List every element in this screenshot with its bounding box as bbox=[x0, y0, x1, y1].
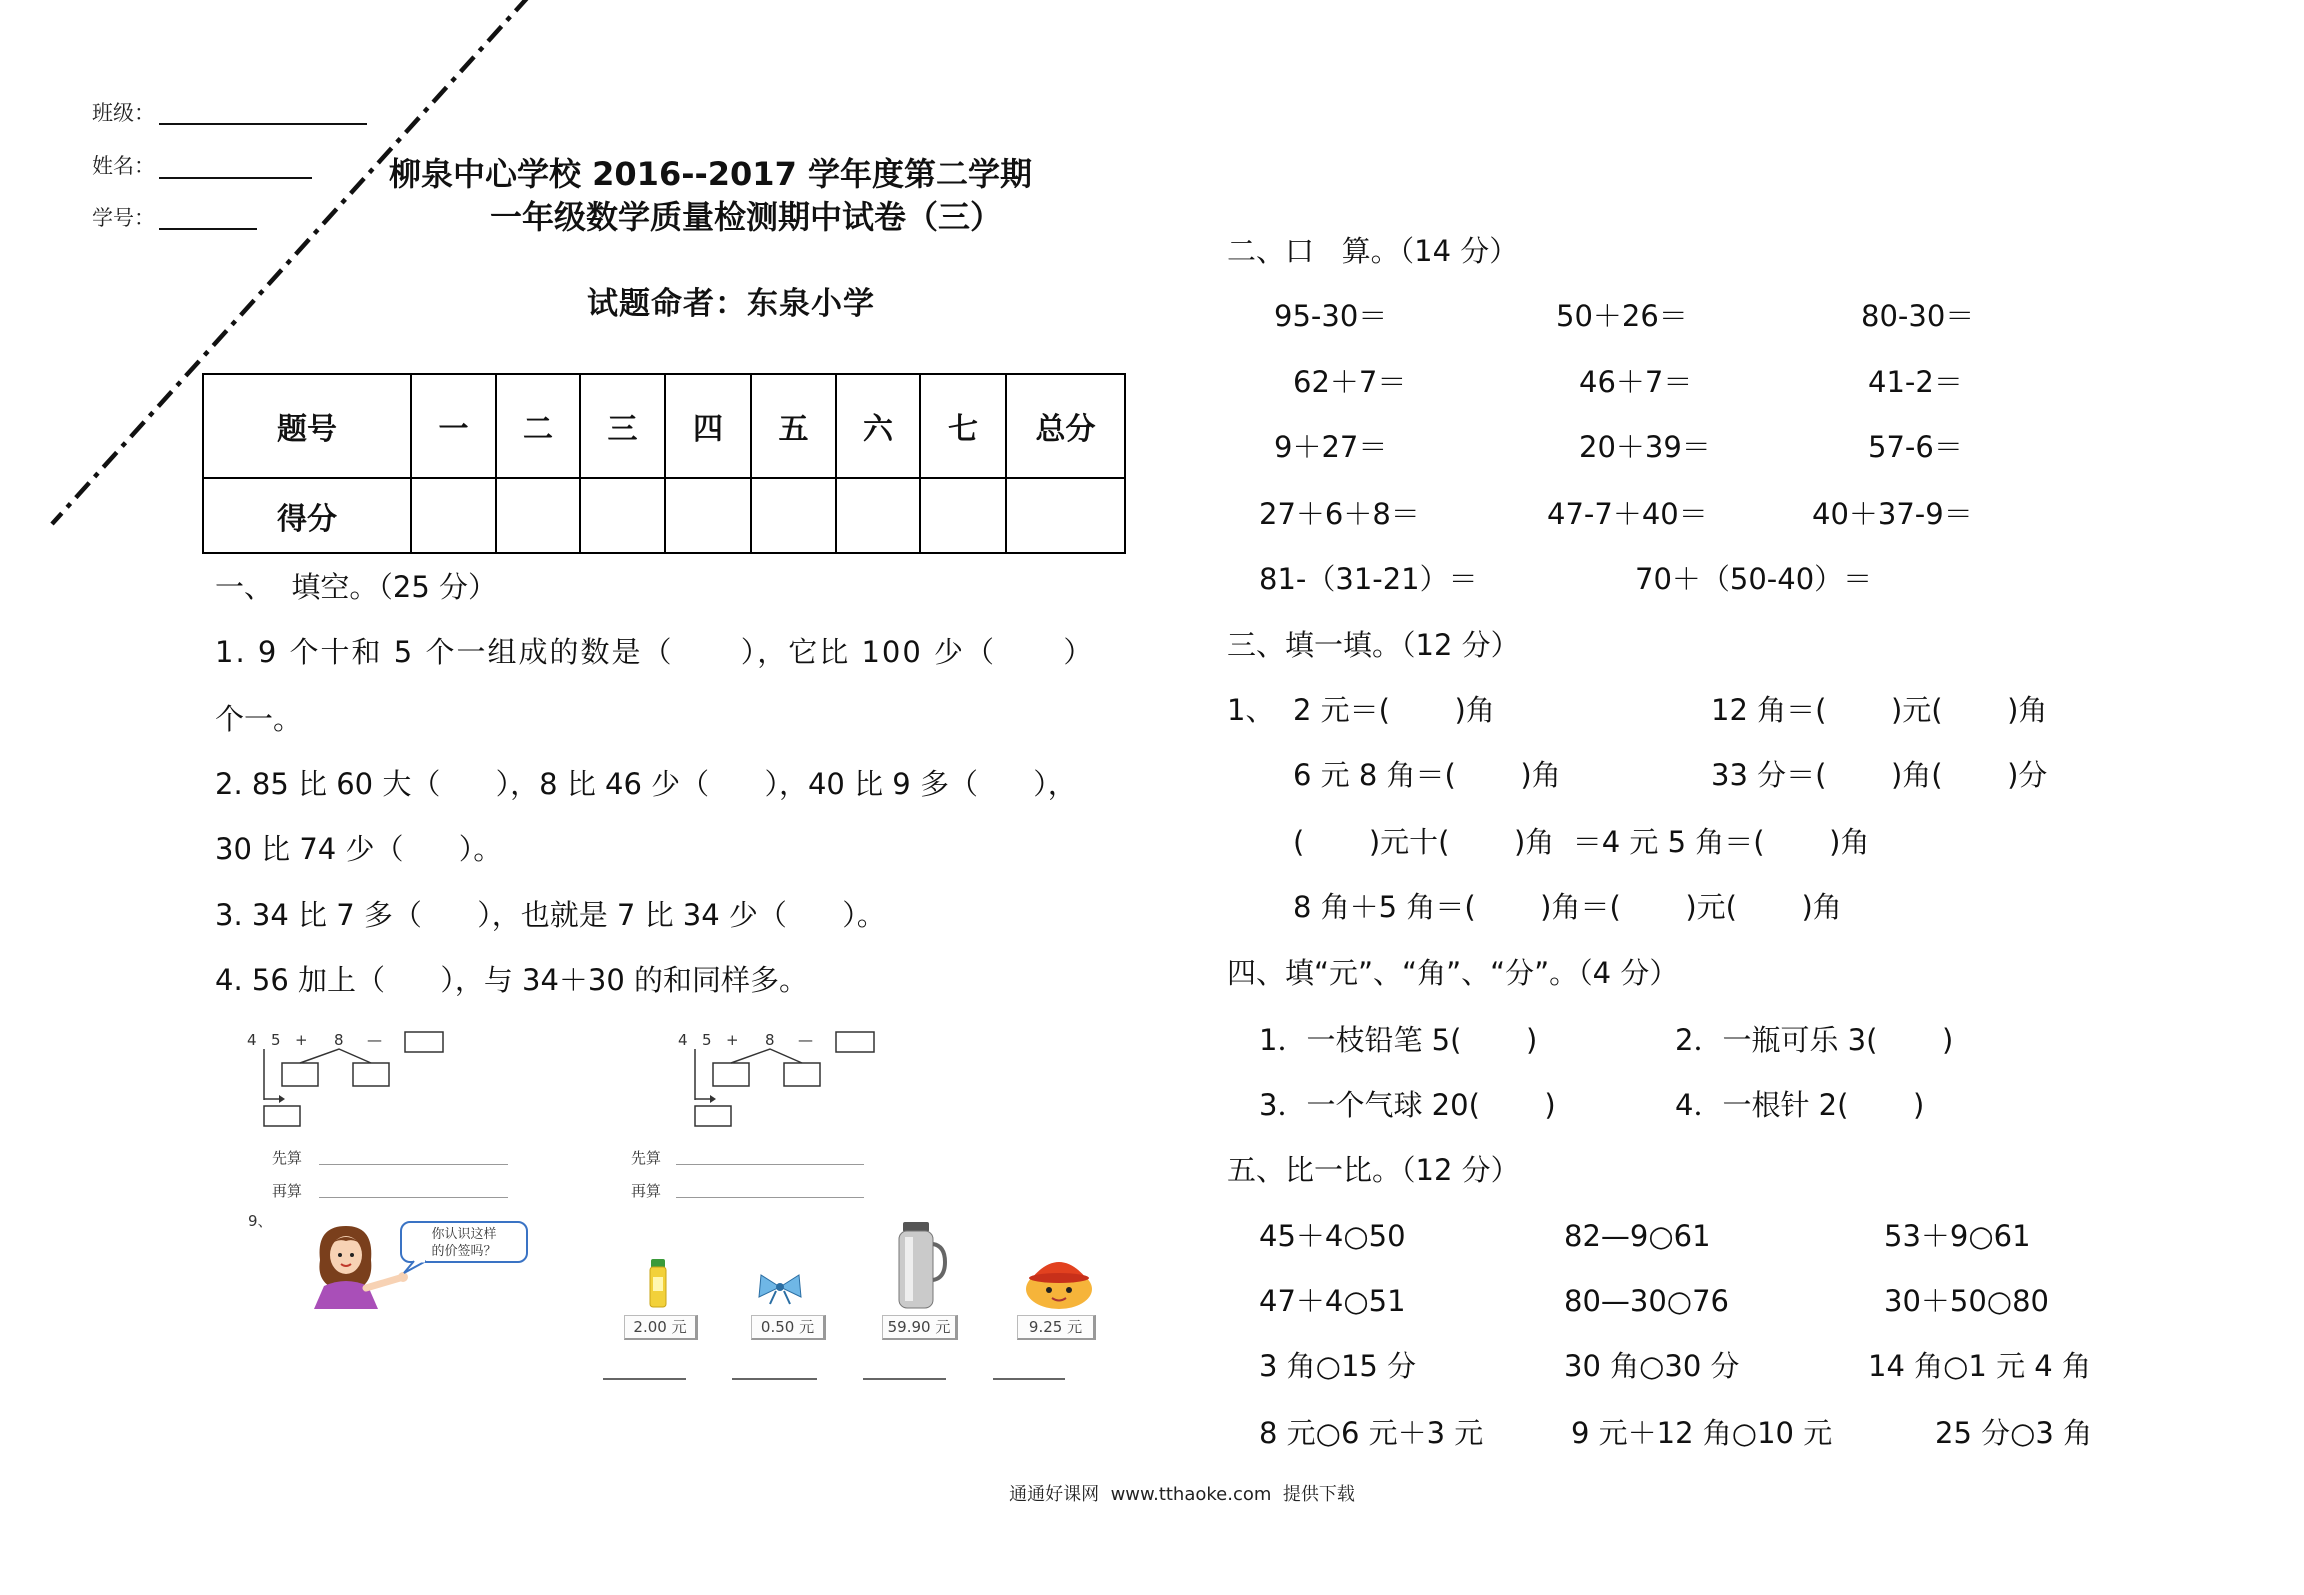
section1-question-3: 3. 34 比 7 多（ ），也就是 7 比 34 少（ ）。 bbox=[215, 898, 886, 932]
price-answer-line bbox=[863, 1378, 946, 1380]
name-blank-line bbox=[159, 177, 312, 179]
score-table-header-row bbox=[203, 374, 1125, 478]
score-table bbox=[202, 373, 1126, 554]
arithmetic-item: 47-7＋40＝ bbox=[1547, 497, 1708, 531]
student-id-label: 学号： bbox=[92, 206, 155, 230]
arithmetic-item: 62＋7＝ bbox=[1293, 365, 1407, 399]
diagram-answer-box bbox=[405, 1032, 443, 1052]
score-row-label: 得分 bbox=[203, 478, 411, 553]
question-9-label: 9、 bbox=[248, 1212, 273, 1230]
speech-bubble-line-2: 的价签吗？ bbox=[431, 1244, 497, 1259]
money-conversion-item: 6 元 8 角＝( )角 bbox=[1293, 758, 1561, 792]
arithmetic-item: 20＋39＝ bbox=[1579, 430, 1711, 464]
thermos-icon bbox=[889, 1222, 949, 1310]
compare-item: 30＋50○80 bbox=[1884, 1284, 2050, 1318]
name-label: 姓名： bbox=[92, 154, 155, 178]
diagram-digit: 8 bbox=[765, 1031, 775, 1049]
exam-author: 试题命者：东泉小学 bbox=[587, 286, 875, 322]
diagram-dash: — bbox=[798, 1031, 813, 1049]
class-blank-line bbox=[159, 123, 367, 125]
score-header-cell: 六 bbox=[836, 374, 920, 478]
score-header-cell: 三 bbox=[580, 374, 665, 478]
money-conversion-item: 2 元＝( )角 bbox=[1293, 693, 1495, 727]
student-id-blank-line bbox=[159, 228, 257, 230]
arithmetic-item: 57-6＝ bbox=[1868, 430, 1963, 464]
arithmetic-item: 9＋27＝ bbox=[1274, 430, 1388, 464]
arithmetic-item: 27＋6＋8＝ bbox=[1259, 497, 1420, 531]
score-cell bbox=[580, 478, 665, 553]
section3-item-label: 1、 bbox=[1227, 693, 1275, 727]
arithmetic-item: 81-（31-21）＝ bbox=[1259, 562, 1478, 596]
section3-title: 三、填一填。（12 分） bbox=[1227, 628, 1520, 662]
compare-item: 30 角○30 分 bbox=[1564, 1349, 1740, 1383]
arithmetic-item: 40＋37-9＝ bbox=[1812, 497, 1973, 531]
section1-question-1-cont: 个一。 bbox=[215, 702, 303, 736]
compare-item: 3 角○15 分 bbox=[1259, 1349, 1417, 1383]
page-footer: 通通好课网 www.tthaoke.com 提供下载 bbox=[1009, 1484, 1355, 1505]
diagram-box-left bbox=[282, 1063, 318, 1086]
section1-question-2-cont: 30 比 74 少（ ）。 bbox=[215, 832, 503, 866]
unit-item: 1．一枝铅笔 5( ) bbox=[1259, 1023, 1538, 1057]
diagram-digit: 5 bbox=[702, 1031, 712, 1049]
step-answer-line bbox=[319, 1197, 508, 1198]
diagram-dash: — bbox=[367, 1031, 382, 1049]
speech-bubble-tail bbox=[404, 1261, 426, 1273]
diagram-box-bottom bbox=[695, 1106, 731, 1126]
compare-item: 80—30○76 bbox=[1564, 1284, 1730, 1318]
hand-shape bbox=[398, 1272, 408, 1282]
price-tag: 9.25 元 bbox=[1017, 1315, 1096, 1340]
class-label: 班级： bbox=[92, 101, 155, 125]
step-label-then: 再算 bbox=[631, 1182, 662, 1200]
section1-question-4: 4. 56 加上（ ），与 34＋30 的和同样多。 bbox=[215, 963, 809, 997]
price-answer-line bbox=[603, 1378, 686, 1380]
diagram-plus: + bbox=[295, 1031, 308, 1049]
section2-title: 二、口 算。（14 分） bbox=[1227, 234, 1519, 268]
compare-item: 47＋4○51 bbox=[1259, 1284, 1406, 1318]
score-header-cell: 五 bbox=[751, 374, 836, 478]
price-tag: 0.50 元 bbox=[751, 1315, 826, 1340]
bow-clip-icon bbox=[755, 1270, 805, 1306]
diagram-box-right bbox=[784, 1063, 820, 1086]
score-cell bbox=[836, 478, 920, 553]
arithmetic-item: 50＋26＝ bbox=[1556, 299, 1688, 333]
score-header-cell: 四 bbox=[665, 374, 751, 478]
price-answer-line bbox=[732, 1378, 817, 1380]
step-label-then: 再算 bbox=[272, 1182, 303, 1200]
step-label-first: 先算 bbox=[631, 1149, 662, 1167]
score-table-score-row bbox=[203, 478, 1125, 553]
diagram-digit: 8 bbox=[334, 1031, 344, 1049]
score-cell bbox=[751, 478, 836, 553]
diagram-digit: 4 bbox=[247, 1031, 257, 1049]
section4-title: 四、填“元”、“角”、“分”。（4 分） bbox=[1227, 956, 1679, 990]
price-answer-line bbox=[993, 1378, 1065, 1380]
compare-item: 8 元○6 元＋3 元 bbox=[1259, 1416, 1484, 1450]
diagram-answer-box bbox=[836, 1032, 874, 1052]
step-label-first: 先算 bbox=[272, 1149, 303, 1167]
compare-item: 25 分○3 角 bbox=[1935, 1416, 2093, 1450]
step-answer-line bbox=[319, 1164, 508, 1165]
compare-item: 45＋4○50 bbox=[1259, 1219, 1406, 1253]
unit-item: 2．一瓶可乐 3( ) bbox=[1675, 1023, 1954, 1057]
money-conversion-item: 12 角＝( )元( )角 bbox=[1711, 693, 2048, 727]
diagram-box-bottom bbox=[264, 1106, 300, 1126]
diagram-plus: + bbox=[726, 1031, 739, 1049]
glue-stick-icon bbox=[646, 1259, 670, 1309]
step-answer-line bbox=[676, 1164, 864, 1165]
arithmetic-item: 41-2＝ bbox=[1868, 365, 1963, 399]
unit-item: 3．一个气球 20( ) bbox=[1259, 1088, 1556, 1122]
eye-left bbox=[338, 1253, 342, 1257]
price-tag: 59.90 元 bbox=[882, 1315, 958, 1340]
diagram-arrowhead bbox=[710, 1095, 716, 1103]
arithmetic-item: 95-30＝ bbox=[1274, 299, 1388, 333]
step-answer-line bbox=[676, 1197, 864, 1198]
money-conversion-item: 33 分＝( )角( )分 bbox=[1711, 758, 2048, 792]
section1-title: 一、 填空。（25 分） bbox=[215, 570, 498, 604]
girl-teacher-icon bbox=[300, 1218, 532, 1310]
score-cell bbox=[665, 478, 751, 553]
money-conversion-item: ( )元十( )角 ＝4 元 5 角＝( )角 bbox=[1293, 825, 1870, 859]
diagram-box-left bbox=[713, 1063, 749, 1086]
diagram-split-lines bbox=[300, 1049, 371, 1063]
diagram-arrowhead bbox=[279, 1095, 285, 1103]
section5-title: 五、比一比。（12 分） bbox=[1227, 1153, 1520, 1187]
diagram-box-right bbox=[353, 1063, 389, 1086]
money-conversion-item: 8 角＋5 角＝( )角＝( )元( )角 bbox=[1293, 890, 1842, 924]
score-cell bbox=[496, 478, 580, 553]
exam-title-line2: 一年级数学质量检测期中试卷（三） bbox=[490, 198, 1003, 236]
compare-item: 82—9○61 bbox=[1564, 1219, 1711, 1253]
section1-question-1: 1. 9 个十和 5 个一组成的数是（ ），它比 100 少（ ） bbox=[215, 635, 1095, 669]
arithmetic-item: 70＋（50-40）＝ bbox=[1635, 562, 1873, 596]
score-header-total: 总分 bbox=[1006, 374, 1125, 478]
arithmetic-item: 80-30＝ bbox=[1861, 299, 1975, 333]
eye-right bbox=[350, 1253, 354, 1257]
score-cell-total bbox=[1006, 478, 1125, 553]
pointing-arm bbox=[366, 1278, 400, 1288]
score-cell bbox=[411, 478, 496, 553]
score-header-cell: 一 bbox=[411, 374, 496, 478]
section1-question-2: 2. 85 比 60 大（ ），8 比 46 少（ ），40 比 9 多（ ）， bbox=[215, 767, 1077, 801]
split-diagram-2 bbox=[676, 1025, 886, 1131]
hat-icon bbox=[1022, 1248, 1096, 1310]
compare-item: 53＋9○61 bbox=[1884, 1219, 2031, 1253]
exam-title-line1: 柳泉中心学校 2016--2017 学年度第二学期 bbox=[389, 155, 1032, 193]
price-tag: 2.00 元 bbox=[624, 1315, 698, 1340]
score-header-question-number: 题号 bbox=[203, 374, 411, 478]
unit-item: 4．一根针 2( ) bbox=[1675, 1088, 1925, 1122]
split-diagram-1 bbox=[245, 1025, 455, 1131]
arithmetic-item: 46＋7＝ bbox=[1579, 365, 1693, 399]
diagram-split-lines bbox=[731, 1049, 802, 1063]
speech-bubble-line-1: 你认识这样 bbox=[431, 1227, 497, 1242]
diagram-digit: 4 bbox=[678, 1031, 688, 1049]
diagram-digit: 5 bbox=[271, 1031, 281, 1049]
score-header-cell: 二 bbox=[496, 374, 580, 478]
score-cell bbox=[920, 478, 1006, 553]
score-header-cell: 七 bbox=[920, 374, 1006, 478]
compare-item: 14 角○1 元 4 角 bbox=[1868, 1349, 2091, 1383]
compare-item: 9 元＋12 角○10 元 bbox=[1571, 1416, 1833, 1450]
